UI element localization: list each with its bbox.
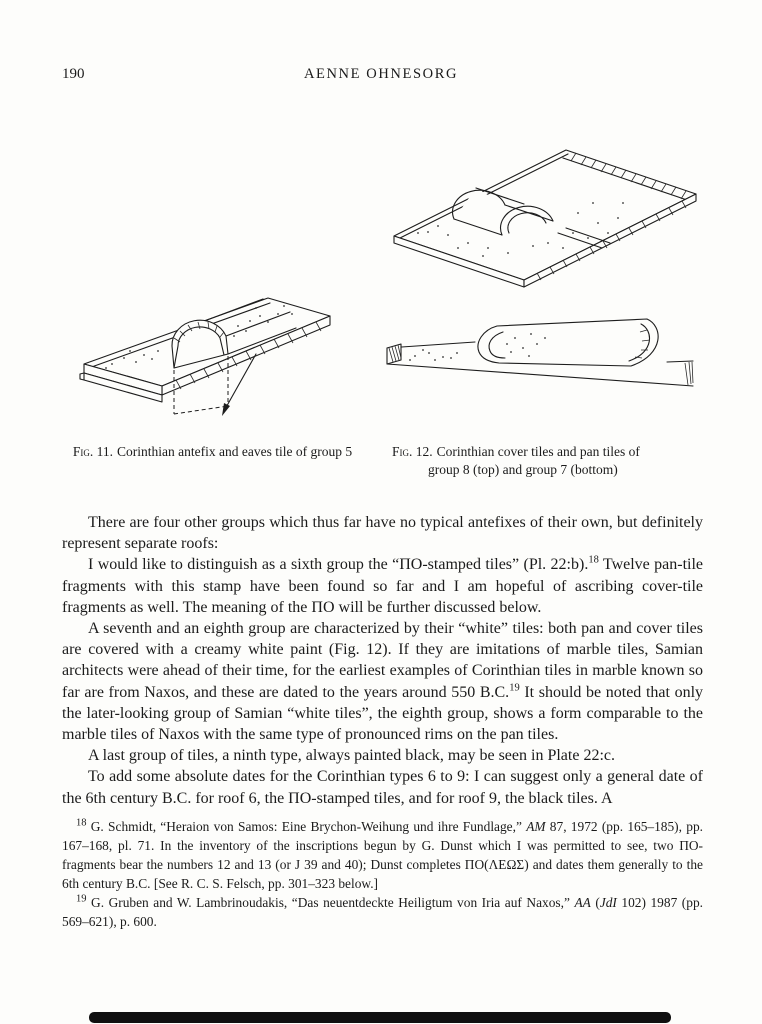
- fig12-drawing-bottom: [385, 300, 700, 425]
- fig11-caption: [55, 443, 370, 461]
- paragraph-1: There are four other groups which thus far have no typical antefixes of their own, but definitely represent separate roofs:: [62, 514, 703, 553]
- paragraph-2: I would like to distinguish as a sixth group the “ΠΟ-stamped tiles” (Pl. 22:b).$^{18}$ Twelve pan-tile fragments with this stamp have been found so far and I am hopeful of ascribing cover-tile fragments as well. The meaning of the ΠΟ will be further discussed below.: [62, 555, 704, 616]
- journal-abbrev-AM: AM: [526, 819, 546, 834]
- paragraph-4: A last group of tiles, a ninth type, always painted black, may be seen in Plate 22:c.: [88, 747, 615, 765]
- fig12-caption-line2: group 8 (top) and group 7 (bottom): [428, 461, 618, 477]
- scan-artifact-bar: [89, 1012, 671, 1023]
- footnote-19: $^{19}$ G. Gruben and W. Lambrinoudakis, “Das neuentdeckte Heiligtum von Iria auf Naxos,” AA (JdI 102) 1987 (pp. 569–621), p. 600.: [62, 893, 703, 930]
- footnote-ref-19: 19: [509, 682, 520, 694]
- footnote-ref-18: 18: [588, 555, 599, 567]
- fig11-drawing: [78, 258, 336, 436]
- journal-abbrev-AA: AA: [574, 895, 591, 911]
- paragraph-3: A seventh and an eighth group are characterized by their “white” tiles: both pan and cover tiles are covered with a creamy white paint (Fig. 12). If they are imitations of marble tiles, Samian architects were ahead of their time, for the earliest examples of Corinthian tiles in marble known so far are from Naxos, and these are dated to the years around 550 B.C.$^{19}$ It should be noted that only the later-looking group of Samian “white tiles”, the eighth group, shows a form comparable to the marble tiles of Naxos with the same type of pronounced rims on the pan tiles.: [62, 620, 704, 744]
- footnote-18: $^{18}$ G. Schmidt, “Heraion von Samos: Eine Brychon-Weihung und ihre Fundlage,” AM 87, 1972 (pp. 165–185), pp. 167–168, pl. 71. In the inventory of the inscriptions begun by G. Dunst which I was permitted to see, two ΠΟ-fragments bear the numbers 12 and 13 (or J 39 and 40); Dunst completes ΠΟ(ΛΕΩΣ) and dates them generally to the 6th century B.C. [See R. C. S. Felsch, pp. 301–323 below.]: [62, 817, 703, 892]
- paragraph-5: To add some absolute dates for the Corinthian types 6 to 9: I can suggest only a general date of the 6th century B.C. for roof 6, the ΠΟ-stamped tiles, and for roof 9, the black tiles. A: [62, 768, 703, 807]
- footnote-18-number: 18: [76, 817, 87, 829]
- footnotes: [62, 817, 703, 932]
- footnote-19-number: 19: [76, 893, 87, 905]
- fig11-caption-text: Corinthian antefix and eaves tile of group 5: [117, 444, 353, 459]
- fig12-drawing-top: [388, 138, 700, 290]
- running-head: AENNE OHNESORG: [303, 66, 459, 82]
- journal-abbrev-JdI: JdI: [599, 895, 617, 911]
- body-text: [62, 512, 703, 809]
- fig11-caption-label: Fig. 11.: [72, 444, 114, 459]
- fig12-caption-line1: Corinthian cover tiles and pan tiles of: [436, 444, 640, 459]
- fig12-caption: [392, 443, 684, 478]
- fig12-caption-label: Fig. 12.: [392, 444, 433, 459]
- page-number: 190: [62, 66, 85, 82]
